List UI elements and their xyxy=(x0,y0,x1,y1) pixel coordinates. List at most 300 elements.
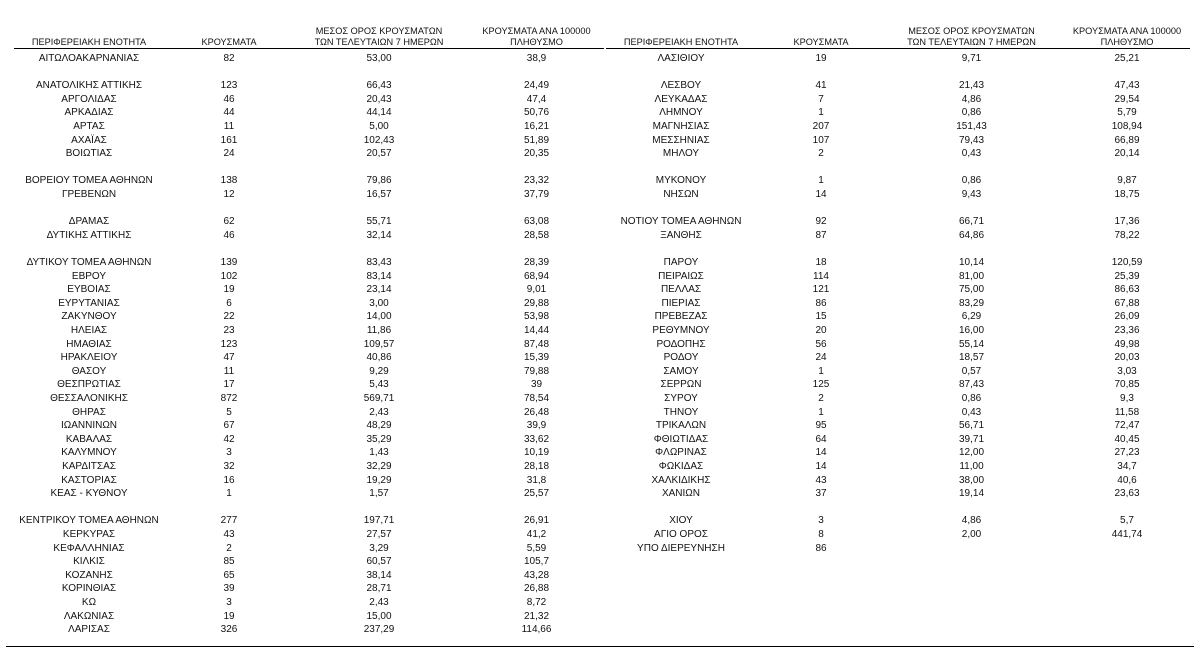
cell-cases: 22 xyxy=(223,311,235,323)
cell-region: ΓΡΕΒΕΝΩΝ xyxy=(61,189,117,200)
cell-per100k: 5,79 xyxy=(1117,107,1137,119)
cell-region: ΜΗΛΟΥ xyxy=(662,148,700,160)
cell-per100k: 23,36 xyxy=(1114,325,1140,336)
cell-region: ΚΩ xyxy=(81,597,97,608)
cell-avg7: 151,43 xyxy=(956,121,987,132)
cell-cases: 19 xyxy=(815,53,827,64)
table-row xyxy=(14,514,604,528)
cell-cases: 14 xyxy=(815,189,827,200)
cell-avg7: 66,71 xyxy=(958,216,985,228)
cell-region: ΠΙΕΡΙΑΣ xyxy=(661,297,701,309)
cell-avg7: 6,29 xyxy=(961,311,982,323)
cell-cases: 56 xyxy=(815,338,827,350)
cell-avg7: 20,43 xyxy=(366,93,392,105)
cell-cases: 123 xyxy=(220,80,238,92)
cell-avg7: 569,71 xyxy=(363,393,395,404)
cell-region: ΤΗΝΟΥ xyxy=(663,406,699,418)
table-row xyxy=(14,256,604,270)
table-row xyxy=(606,270,1190,284)
table-row xyxy=(606,419,1190,433)
cell-per100k: 20,03 xyxy=(1114,352,1140,364)
cell-avg7: 40,86 xyxy=(366,352,392,364)
cell-region: ΧΑΝΙΩΝ xyxy=(661,488,701,500)
cell-per100k: 31,8 xyxy=(526,474,547,486)
table-row xyxy=(14,392,604,406)
cell-region: ΧΑΛΚΙΔΙΚΗΣ xyxy=(651,474,711,486)
cell-avg7: 28,71 xyxy=(366,583,392,595)
cell-per100k: 40,6 xyxy=(1117,474,1137,486)
cell-cases: 277 xyxy=(220,515,238,527)
header-cases: ΚΡΟΥΣΜΑΤΑ xyxy=(201,37,257,47)
cell-region: ΚΟΖΑΝΗΣ xyxy=(65,569,113,581)
table-row xyxy=(606,256,1190,270)
table-row xyxy=(606,542,1190,556)
cell-cases: 14 xyxy=(815,461,827,472)
cell-region: ΙΩΑΝΝΙΝΩΝ xyxy=(60,420,118,432)
cell-per100k: 86,63 xyxy=(1114,284,1140,296)
cell-cases: 62 xyxy=(223,216,235,228)
cell-cases: 43 xyxy=(815,474,827,486)
table-row xyxy=(606,324,1190,338)
cell-per100k: 28,39 xyxy=(523,257,550,268)
table-row xyxy=(606,378,1190,392)
cell-region: ΑΝΑΤΟΛΙΚΗΣ ΑΤΤΙΚΗΣ xyxy=(35,80,143,92)
table-row xyxy=(14,555,604,569)
cell-avg7: 0,86 xyxy=(961,107,982,119)
cell-cases: 37 xyxy=(815,488,827,500)
cell-cases: 121 xyxy=(812,284,830,296)
cell-per100k: 17,36 xyxy=(1114,216,1140,228)
cell-per100k: 9,87 xyxy=(1117,175,1137,187)
cell-avg7: 39,71 xyxy=(958,433,985,445)
cell-region: ΔΥΤΙΚΗΣ ΑΤΤΙΚΗΣ xyxy=(46,229,132,241)
cell-region: ΑΡΤΑΣ xyxy=(73,121,105,132)
cell-per100k: 25,21 xyxy=(1114,53,1140,64)
cell-cases: 123 xyxy=(220,338,238,350)
table-row xyxy=(14,569,604,583)
cell-region: ΛΕΥΚΑΔΑΣ xyxy=(654,93,708,105)
header-cases: ΚΡΟΥΣΜΑΤΑ xyxy=(793,37,849,47)
cell-cases: 114 xyxy=(813,270,829,282)
cell-cases: 20 xyxy=(815,325,827,336)
cell-per100k: 23,32 xyxy=(523,175,550,187)
cell-avg7: 0,86 xyxy=(961,393,982,404)
cell-region: ΠΕΛΛΑΣ xyxy=(660,284,702,296)
cell-cases: 32 xyxy=(223,461,235,472)
header-rule xyxy=(14,48,604,49)
table-row xyxy=(14,419,604,433)
cell-per100k: 38,9 xyxy=(526,53,547,64)
cell-per100k: 114,66 xyxy=(521,624,552,636)
cell-avg7: 3,29 xyxy=(369,542,389,554)
cell-avg7: 109,57 xyxy=(363,338,395,350)
cell-region: ΑΧΑΪΑΣ xyxy=(71,134,107,146)
cell-cases: 87 xyxy=(815,229,827,241)
cell-avg7: 15,00 xyxy=(366,610,392,622)
cell-region: ΛΑΡΙΣΑΣ xyxy=(68,624,110,636)
cell-per100k: 105,7 xyxy=(523,556,550,568)
cell-per100k: 72,47 xyxy=(1114,420,1140,432)
cell-avg7: 79,43 xyxy=(958,134,985,146)
cell-per100k: 108,94 xyxy=(1111,121,1143,132)
cell-per100k: 14,44 xyxy=(523,325,550,336)
table-row xyxy=(14,120,604,134)
table-row xyxy=(14,623,604,637)
cell-region: ΡΟΔΟΠΗΣ xyxy=(656,338,706,350)
cell-per100k: 21,32 xyxy=(523,610,550,622)
cell-per100k: 53,98 xyxy=(523,311,550,323)
cell-region: ΜΥΚΟΝΟΥ xyxy=(655,175,707,187)
cell-avg7: 0,43 xyxy=(961,148,982,160)
cell-per100k: 47,43 xyxy=(1114,80,1140,92)
cell-cases: 11 xyxy=(223,365,235,377)
cell-region: ΕΒΡΟΥ xyxy=(71,270,107,282)
cell-cases: 67 xyxy=(223,420,235,432)
cell-region: ΠΑΡΟΥ xyxy=(663,257,699,268)
cell-cases: 872 xyxy=(220,393,238,404)
table-row xyxy=(14,338,604,352)
table-row xyxy=(606,52,1190,66)
cell-avg7: 10,14 xyxy=(958,257,985,268)
cell-avg7: 60,57 xyxy=(366,556,392,568)
table-row xyxy=(606,392,1190,406)
cell-avg7: 11,86 xyxy=(366,325,392,336)
cell-cases: 64 xyxy=(815,433,827,445)
cell-cases: 3 xyxy=(226,597,232,608)
table-row xyxy=(14,174,604,188)
header-region: ΠΕΡΙΦΕΡΕΙΑΚΗ ΕΝΟΤΗΤΑ xyxy=(31,37,147,47)
cell-avg7: 9,71 xyxy=(961,53,982,64)
cell-cases: 16 xyxy=(223,474,235,486)
cell-cases: 47 xyxy=(223,352,235,364)
bottom-rule xyxy=(6,646,1194,647)
cell-avg7: 14,00 xyxy=(366,311,392,323)
cell-per100k: 26,88 xyxy=(523,583,550,595)
table-row xyxy=(14,188,604,202)
table-row xyxy=(14,596,604,610)
cell-region: ΠΕΙΡΑΙΩΣ xyxy=(658,270,704,282)
table-row xyxy=(14,270,604,284)
cell-avg7: 5,43 xyxy=(369,379,389,391)
table-row xyxy=(606,120,1190,134)
table-row xyxy=(606,283,1190,297)
table-row xyxy=(14,147,604,161)
cell-avg7: 5,00 xyxy=(369,121,389,132)
cell-avg7: 44,14 xyxy=(366,107,392,119)
table-row xyxy=(606,474,1190,488)
cell-region: ΛΕΣΒΟΥ xyxy=(660,80,702,92)
cell-region: ΜΑΓΝΗΣΙΑΣ xyxy=(652,121,710,132)
table-row xyxy=(606,310,1190,324)
table-row xyxy=(14,310,604,324)
cell-cases: 1 xyxy=(818,175,824,187)
cell-region: ΠΡΕΒΕΖΑΣ xyxy=(654,311,708,323)
cell-avg7: 66,43 xyxy=(366,80,392,92)
cell-avg7: 32,14 xyxy=(366,229,392,241)
cell-avg7: 19,14 xyxy=(958,488,985,500)
cell-cases: 46 xyxy=(223,93,235,105)
table-row xyxy=(606,174,1190,188)
cell-region: ΘΑΣΟΥ xyxy=(71,365,107,377)
cell-avg7: 2,00 xyxy=(961,529,982,540)
table-row xyxy=(606,433,1190,447)
cell-per100k: 5,59 xyxy=(526,542,547,554)
cell-cases: 95 xyxy=(815,420,827,432)
cell-avg7: 38,00 xyxy=(958,474,985,486)
cell-cases: 107 xyxy=(812,134,830,146)
table-row xyxy=(14,79,604,93)
table-row xyxy=(14,106,604,120)
cell-per100k: 87,48 xyxy=(523,338,550,350)
cell-region: ΑΓΙΟ ΟΡΟΣ xyxy=(654,529,708,540)
table-row xyxy=(606,297,1190,311)
left-table-header xyxy=(14,18,604,48)
cell-cases: 82 xyxy=(223,53,235,64)
cell-per100k: 67,88 xyxy=(1114,297,1140,309)
table-row xyxy=(14,474,604,488)
cell-per100k: 49,98 xyxy=(1114,338,1140,350)
cell-per100k: 18,75 xyxy=(1114,189,1140,200)
table-row xyxy=(14,324,604,338)
cell-cases: 3 xyxy=(818,515,824,527)
cell-avg7: 1,43 xyxy=(369,447,389,459)
cell-per100k: 26,09 xyxy=(1114,311,1140,323)
table-row xyxy=(606,106,1190,120)
header-per100k: ΚΡΟΥΣΜΑΤΑ ΑΝΑ 100000 ΠΛΗΘΥΣΜΟ xyxy=(482,26,591,47)
cell-per100k: 37,79 xyxy=(523,189,550,200)
cell-cases: 11 xyxy=(223,121,235,132)
cell-per100k: 5,7 xyxy=(1120,515,1134,527)
cell-region: ΦΛΩΡΙΝΑΣ xyxy=(655,447,707,459)
table-row xyxy=(606,147,1190,161)
cell-cases: 1 xyxy=(226,488,232,500)
cell-per100k: 20,14 xyxy=(1114,148,1140,160)
table-row xyxy=(14,528,604,542)
cell-cases: 42 xyxy=(223,433,235,445)
cell-region: ΕΥΡΥΤΑΝΙΑΣ xyxy=(58,297,120,309)
cell-per100k: 33,62 xyxy=(523,433,550,445)
header-per100k: ΚΡΟΥΣΜΑΤΑ ΑΝΑ 100000 ΠΛΗΘΥΣΜΟ xyxy=(1072,26,1182,47)
table-row xyxy=(14,215,604,229)
cell-cases: 102 xyxy=(220,270,238,282)
cell-region: ΣΑΜΟΥ xyxy=(663,365,699,377)
table-row xyxy=(14,297,604,311)
table-row xyxy=(606,93,1190,107)
table-row xyxy=(606,514,1190,528)
table-row xyxy=(606,134,1190,148)
cell-avg7: 1,57 xyxy=(369,488,389,500)
left-table xyxy=(14,18,604,636)
cell-per100k: 25,39 xyxy=(1114,270,1140,282)
cell-avg7: 27,57 xyxy=(366,529,392,540)
cell-avg7: 35,29 xyxy=(366,433,392,445)
table-row xyxy=(14,229,604,243)
table-row xyxy=(14,283,604,297)
cell-avg7: 21,43 xyxy=(958,80,985,92)
cell-avg7: 237,29 xyxy=(363,624,395,636)
cell-cases: 6 xyxy=(226,297,232,309)
cell-per100k: 41,2 xyxy=(526,529,547,540)
cell-per100k: 40,45 xyxy=(1114,433,1140,445)
cell-cases: 3 xyxy=(226,447,232,459)
cell-cases: 19 xyxy=(223,284,235,296)
cell-cases: 12 xyxy=(223,189,235,200)
cell-per100k: 15,39 xyxy=(523,352,550,364)
table-row xyxy=(606,528,1190,542)
cell-region: ΑΡΓΟΛΙΔΑΣ xyxy=(61,93,117,105)
table-row xyxy=(606,460,1190,474)
cell-cases: 17 xyxy=(223,379,235,391)
cell-cases: 139 xyxy=(220,257,238,268)
cell-per100k: 10,19 xyxy=(523,447,550,459)
table-row xyxy=(14,446,604,460)
table-row xyxy=(14,542,604,556)
cell-avg7: 83,43 xyxy=(366,257,392,268)
cell-region: ΡΟΔΟΥ xyxy=(663,352,699,364)
cell-cases: 23 xyxy=(223,325,235,336)
cell-avg7: 87,43 xyxy=(958,379,985,391)
table-row xyxy=(606,229,1190,243)
table-row xyxy=(14,52,604,66)
cell-region: ΗΡΑΚΛΕΙΟΥ xyxy=(60,352,118,364)
cell-avg7: 55,14 xyxy=(958,338,985,350)
cell-region: ΖΑΚΥΝΘΟΥ xyxy=(61,311,117,323)
cell-region: ΑΙΤΩΛΟΑΚΑΡΝΑΝΙΑΣ xyxy=(38,53,140,64)
cell-region: ΗΜΑΘΙΑΣ xyxy=(66,338,112,350)
cell-per100k: 50,76 xyxy=(523,107,550,119)
cell-cases: 65 xyxy=(223,569,235,581)
cell-per100k: 78,54 xyxy=(523,393,550,404)
cell-avg7: 81,00 xyxy=(958,270,985,282)
header-rule xyxy=(606,48,1190,49)
cell-cases: 41 xyxy=(815,80,827,92)
cell-avg7: 79,86 xyxy=(366,175,392,187)
cell-avg7: 75,00 xyxy=(958,284,985,296)
table-row xyxy=(606,351,1190,365)
cell-per100k: 8,72 xyxy=(526,597,547,608)
cell-avg7: 56,71 xyxy=(958,420,985,432)
table-row xyxy=(606,188,1190,202)
right-table-header xyxy=(606,18,1190,48)
cell-avg7: 11,00 xyxy=(959,461,984,472)
cell-cases: 2 xyxy=(818,148,824,160)
table-row xyxy=(14,610,604,624)
cell-region: ΗΛΕΙΑΣ xyxy=(70,325,108,336)
cell-region: ΔΥΤΙΚΟΥ ΤΟΜΕΑ ΑΘΗΝΩΝ xyxy=(26,257,152,268)
cell-cases: 92 xyxy=(815,216,827,228)
cell-region: ΚΟΡΙΝΘΙΑΣ xyxy=(61,583,117,595)
table-row xyxy=(14,433,604,447)
cell-cases: 2 xyxy=(226,542,232,554)
cell-per100k: 43,28 xyxy=(523,569,550,581)
table-row xyxy=(606,215,1190,229)
cell-avg7: 83,29 xyxy=(958,297,985,309)
cell-avg7: 2,43 xyxy=(369,597,389,608)
cell-cases: 138 xyxy=(220,175,238,187)
cell-avg7: 102,43 xyxy=(363,134,395,146)
cell-region: ΧΙΟΥ xyxy=(669,515,693,527)
cell-per100k: 120,59 xyxy=(1111,257,1143,268)
cell-cases: 46 xyxy=(223,229,235,241)
cell-avg7: 2,43 xyxy=(369,406,389,418)
cell-cases: 86 xyxy=(815,542,827,554)
cell-per100k: 47,4 xyxy=(526,93,547,105)
table-row xyxy=(14,134,604,148)
cell-per100k: 79,88 xyxy=(523,365,550,377)
cell-per100k: 26,48 xyxy=(523,406,550,418)
cell-region: ΤΡΙΚΑΛΩΝ xyxy=(655,420,707,432)
cell-per100k: 23,63 xyxy=(1114,488,1140,500)
cell-region: ΣΥΡΟΥ xyxy=(664,393,698,404)
cell-cases: 207 xyxy=(812,121,830,132)
cell-avg7: 32,29 xyxy=(366,461,392,472)
cell-region: ΚΑΒΑΛΑΣ xyxy=(65,433,113,445)
cell-region: ΛΗΜΝΟΥ xyxy=(659,107,703,119)
cell-avg7: 18,57 xyxy=(958,352,985,364)
cell-region: ΛΑΣΙΘΙΟΥ xyxy=(657,53,705,64)
table-row xyxy=(14,351,604,365)
cell-avg7: 48,29 xyxy=(366,420,392,432)
cell-per100k: 63,08 xyxy=(523,216,550,228)
cell-region: ΒΟΙΩΤΙΑΣ xyxy=(65,148,113,160)
cell-per100k: 11,58 xyxy=(1114,406,1140,418)
cell-avg7: 38,14 xyxy=(366,569,392,581)
cell-region: ΛΑΚΩΝΙΑΣ xyxy=(63,610,115,622)
cell-region: ΚΑΡΔΙΤΣΑΣ xyxy=(62,461,116,472)
cell-per100k: 39 xyxy=(530,379,543,391)
cell-cases: 1 xyxy=(818,365,824,377)
table-row xyxy=(606,79,1190,93)
cell-region: ΚΕΝΤΡΙΚΟΥ ΤΟΜΕΑ ΑΘΗΝΩΝ xyxy=(19,515,159,527)
cell-avg7: 0,57 xyxy=(961,365,982,377)
cell-avg7: 16,00 xyxy=(958,325,985,336)
table-row xyxy=(14,582,604,596)
cell-cases: 18 xyxy=(815,257,827,268)
cell-per100k: 16,21 xyxy=(523,121,550,132)
cell-avg7: 197,71 xyxy=(363,515,395,527)
cell-cases: 85 xyxy=(223,556,235,568)
cell-cases: 39 xyxy=(223,583,235,595)
cell-avg7: 55,71 xyxy=(366,216,392,228)
cell-per100k: 51,89 xyxy=(523,134,550,146)
table-row xyxy=(606,338,1190,352)
cell-avg7: 4,86 xyxy=(961,515,982,527)
cell-per100k: 9,01 xyxy=(526,284,547,296)
cell-cases: 86 xyxy=(815,297,827,309)
cell-region: ΕΥΒΟΙΑΣ xyxy=(67,284,111,296)
table-row xyxy=(606,365,1190,379)
header-avg7: ΜΕΣΟΣ ΟΡΟΣ ΚΡΟΥΣΜΑΤΩΝ ΤΩΝ ΤΕΛΕΥΤΑΙΩΝ 7 ΗΜΕΡΩΝ xyxy=(907,26,1036,47)
cell-avg7: 16,57 xyxy=(366,189,392,200)
cell-region: ΝΗΣΩΝ xyxy=(663,189,699,200)
cell-region: ΚΕΡΚΥΡΑΣ xyxy=(62,529,116,540)
cell-cases: 2 xyxy=(818,393,824,404)
cell-region: ΡΕΘΥΜΝΟΥ xyxy=(652,325,710,336)
cell-cases: 5 xyxy=(226,406,232,418)
table-row xyxy=(606,487,1190,501)
table-row xyxy=(14,378,604,392)
cell-per100k: 68,94 xyxy=(523,270,550,282)
cell-region: ΚΕΑΣ - ΚΥΘΝΟΥ xyxy=(50,488,128,500)
cell-avg7: 9,43 xyxy=(961,189,982,200)
cell-avg7: 64,86 xyxy=(958,229,985,241)
cell-avg7: 53,00 xyxy=(366,53,392,64)
cell-region: ΚΙΛΚΙΣ xyxy=(73,556,105,568)
cell-region: ΚΕΦΑΛΛΗΝΙΑΣ xyxy=(53,542,125,554)
cell-avg7: 3,00 xyxy=(369,297,389,309)
cell-per100k: 66,89 xyxy=(1114,134,1140,146)
cell-cases: 15 xyxy=(815,311,827,323)
